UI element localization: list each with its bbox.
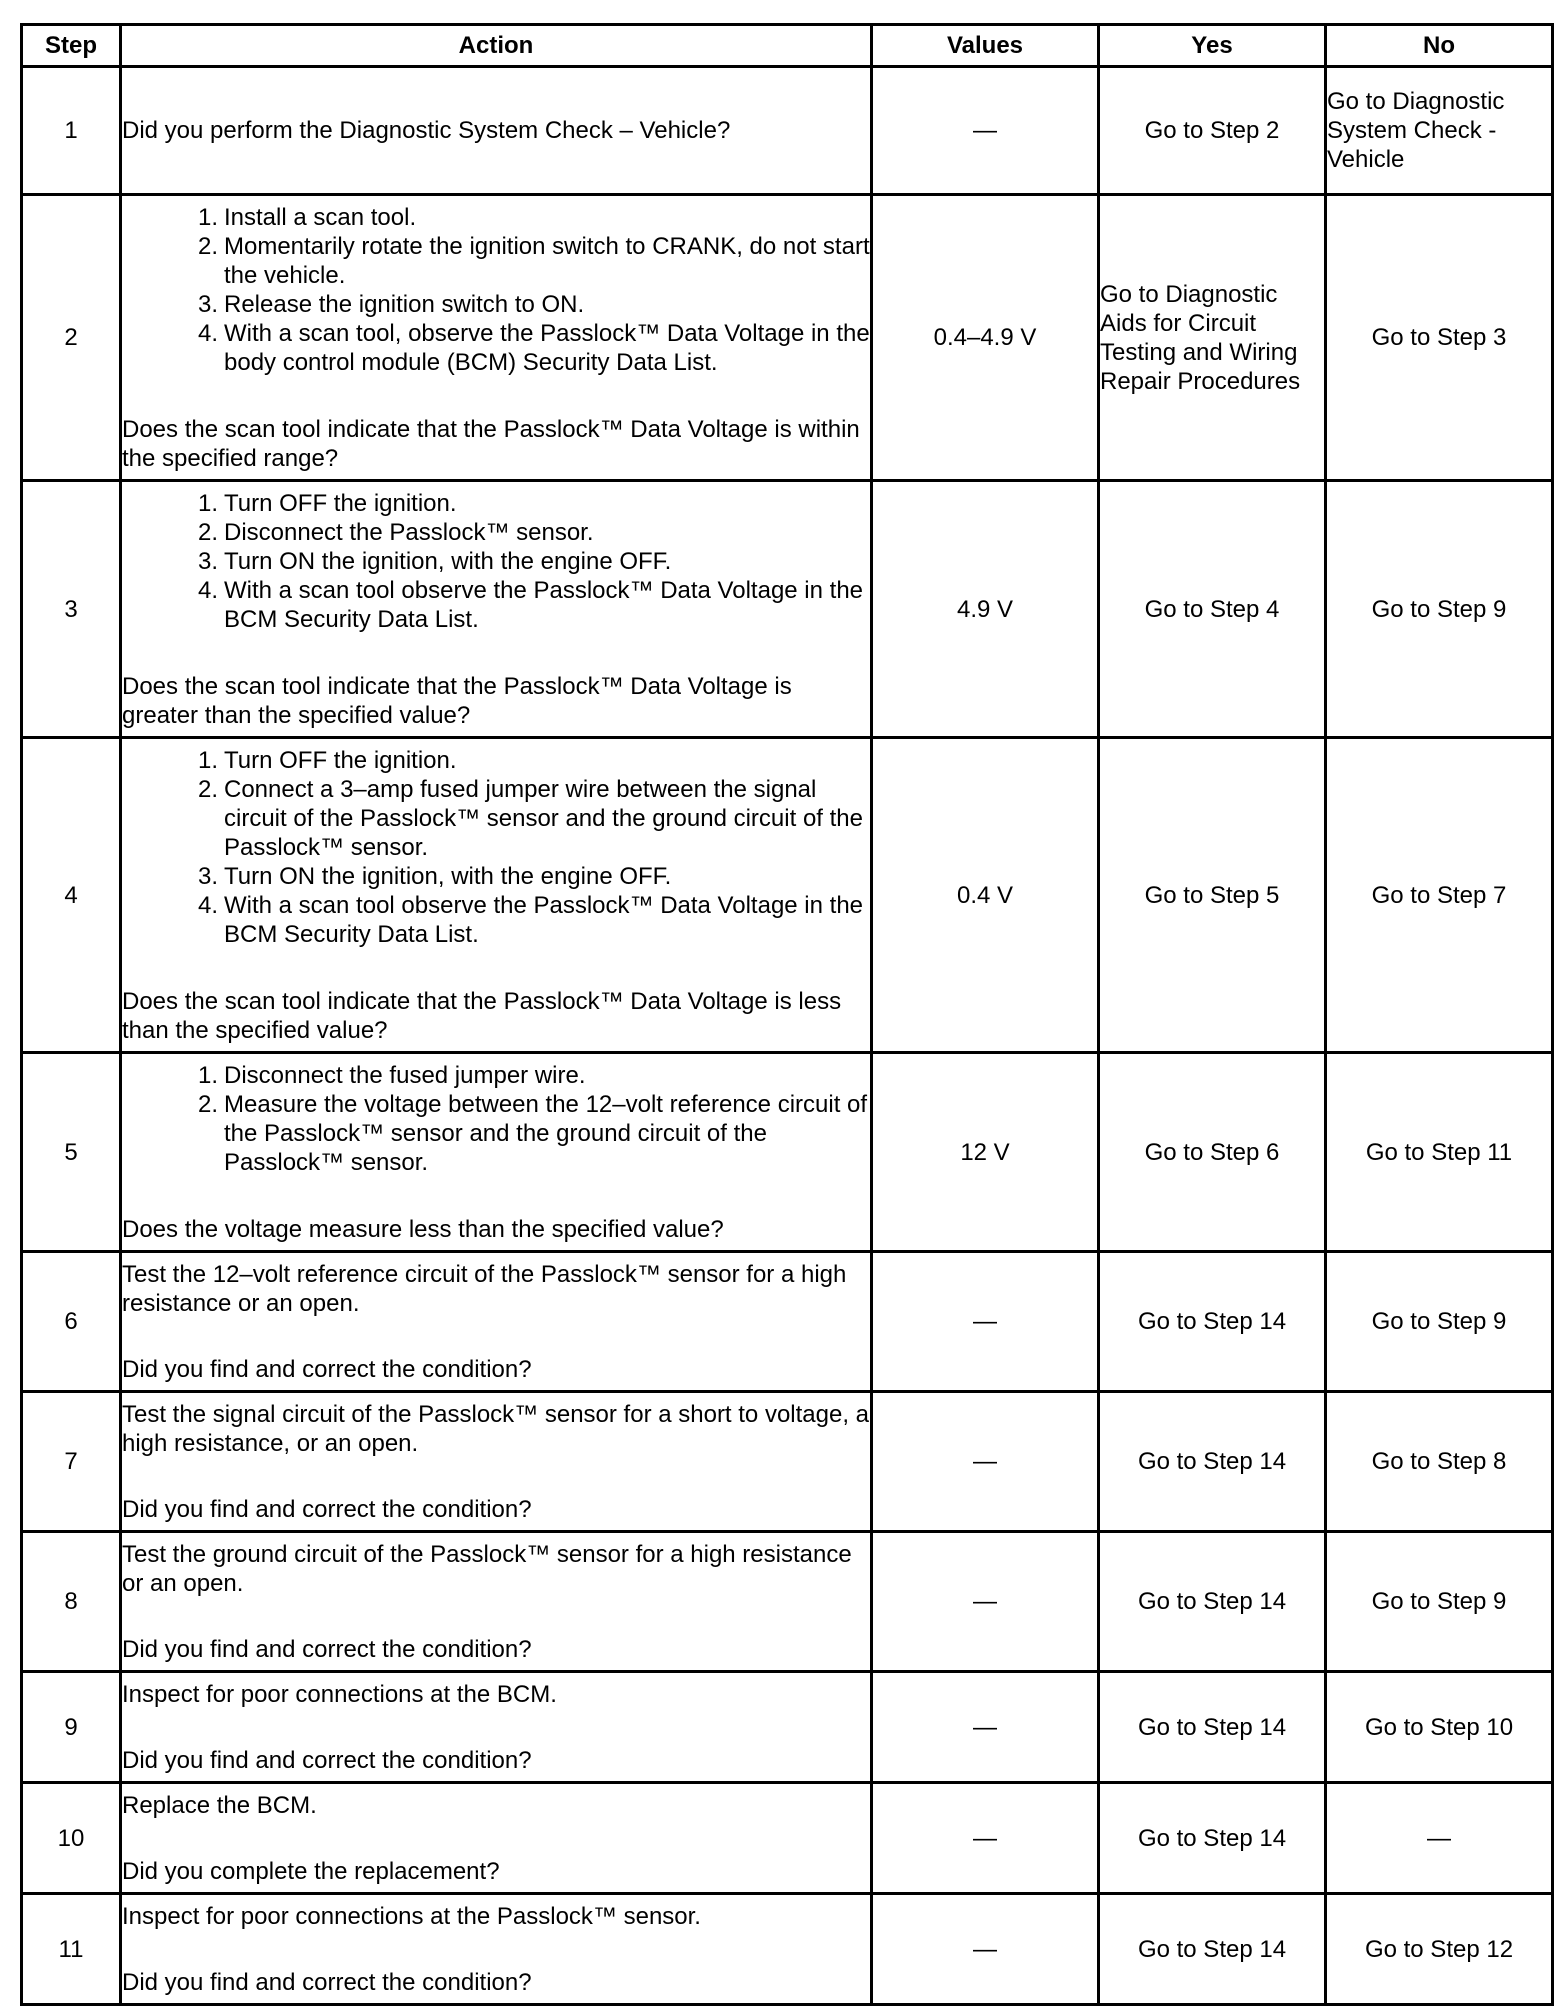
no-cell: Go to Step 7: [1326, 738, 1553, 1053]
action-cell: [121, 738, 872, 1053]
table-row: [22, 195, 1553, 481]
action-cell: [121, 1783, 872, 1894]
step-number: 1: [22, 67, 121, 195]
action-intro: Test the signal circuit of the Passlock™ sensor for a short to voltage, a high resistance, or an open.: [122, 1400, 870, 1457]
action-intro: Inspect for poor connections at the Passlock™ sensor.: [122, 1902, 701, 1930]
step-number: 5: [22, 1053, 121, 1252]
value-cell: 12 V: [872, 1053, 1099, 1252]
no-cell: —: [1326, 1783, 1553, 1894]
no-cell: Go to Step 12: [1326, 1894, 1553, 2005]
action-question: Did you find and correct the condition?: [122, 1635, 532, 1663]
value-cell: —: [872, 1532, 1099, 1672]
no-cell: Go to Step 9: [1326, 1252, 1553, 1392]
no-cell: Go to Step 3: [1326, 195, 1553, 481]
yes-cell: Go to Step 4: [1099, 481, 1326, 738]
action-question: Does the scan tool indicate that the Passlock™ Data Voltage is greater than the specified value?: [122, 672, 792, 729]
action-step: 2. Measure the voltage between the 12–volt reference circuit of the Passlock™ sensor and the ground circuit of the Passlock™ sensor.: [197, 1090, 868, 1176]
value-cell: —: [872, 1783, 1099, 1894]
action-step: 4. With a scan tool observe the Passlock™ Data Voltage in the BCM Security Data List.: [197, 891, 864, 948]
table-row: [22, 1053, 1553, 1252]
action-question: Did you find and correct the condition?: [122, 1746, 532, 1774]
action-step: 3. Turn ON the ignition, with the engine OFF.: [197, 862, 672, 890]
action-step: 2. Momentarily rotate the ignition switch to CRANK, do not start the vehicle.: [197, 232, 870, 289]
yes-cell: Go to Step 14: [1099, 1783, 1326, 1894]
header-row: [22, 25, 1553, 67]
action-steps: [122, 1061, 870, 1177]
action-intro: Replace the BCM.: [122, 1791, 317, 1819]
step-number: 7: [22, 1392, 121, 1532]
step-number: 3: [22, 481, 121, 738]
no-cell: Go to Step 9: [1326, 481, 1553, 738]
action-steps: [122, 746, 870, 949]
action-step: 1. Turn OFF the ignition.: [197, 746, 457, 774]
header-no: No: [1326, 25, 1553, 67]
header-step: Step: [22, 25, 121, 67]
table-row: [22, 1894, 1553, 2005]
step-number: 8: [22, 1532, 121, 1672]
header-action: Action: [121, 25, 872, 67]
value-cell: —: [872, 1672, 1099, 1783]
yes-cell: Go to Step 6: [1099, 1053, 1326, 1252]
action-cell: [121, 1053, 872, 1252]
action-step: 4. With a scan tool observe the Passlock™ Data Voltage in the BCM Security Data List.: [197, 576, 864, 633]
action-step: 4. With a scan tool, observe the Passlock™ Data Voltage in the body control module (BCM) Security Data List.: [197, 319, 870, 376]
action-step: 2. Connect a 3–amp fused jumper wire between the signal circuit of the Passlock™ sensor and the ground circuit of the Passlock™ sensor.: [197, 775, 863, 861]
action-step: 3. Turn ON the ignition, with the engine OFF.: [197, 547, 672, 575]
table-row: [22, 67, 1553, 195]
step-number: 6: [22, 1252, 121, 1392]
step-number: 9: [22, 1672, 121, 1783]
action-cell: [121, 1672, 872, 1783]
header-yes: Yes: [1099, 25, 1326, 67]
action-question: Does the scan tool indicate that the Passlock™ Data Voltage is less than the specified value?: [122, 987, 842, 1044]
diagnostic-table: [20, 23, 1554, 2006]
yes-cell: Go to Step 14: [1099, 1532, 1326, 1672]
action-step: 3. Release the ignition switch to ON.: [197, 290, 585, 318]
step-number: 4: [22, 738, 121, 1053]
action-question: Does the scan tool indicate that the Passlock™ Data Voltage is within the specified range?: [122, 415, 860, 472]
value-cell: 0.4 V: [872, 738, 1099, 1053]
table-row: [22, 1252, 1553, 1392]
table-row: [22, 1783, 1553, 1894]
yes-cell: Go to Step 5: [1099, 738, 1326, 1053]
action-step: 2. Disconnect the Passlock™ sensor.: [197, 518, 594, 546]
yes-cell: Go to Step 14: [1099, 1672, 1326, 1783]
action-cell: [121, 1392, 872, 1532]
action-intro: Test the 12–volt reference circuit of the Passlock™ sensor for a high resistance or an open.: [122, 1260, 847, 1317]
step-number: 11: [22, 1894, 121, 2005]
yes-cell: Go to Step 14: [1099, 1894, 1326, 2005]
table-row: [22, 1672, 1553, 1783]
yes-cell: Go to Step 14: [1099, 1392, 1326, 1532]
action-cell: [121, 1532, 872, 1672]
no-cell: Go to Diagnostic System Check - Vehicle: [1326, 67, 1553, 195]
yes-cell: Go to Diagnostic Aids for Circuit Testing and Wiring Repair Procedures: [1099, 195, 1326, 481]
value-cell: —: [872, 67, 1099, 195]
action-step: 1. Disconnect the fused jumper wire.: [197, 1061, 586, 1089]
table-row: [22, 1392, 1553, 1532]
no-cell: Go to Step 11: [1326, 1053, 1553, 1252]
action-question: Did you find and correct the condition?: [122, 1495, 532, 1523]
step-number: 10: [22, 1783, 121, 1894]
table-row: [22, 481, 1553, 738]
action-steps: [122, 203, 870, 377]
value-cell: 4.9 V: [872, 481, 1099, 738]
value-cell: 0.4–4.9 V: [872, 195, 1099, 481]
value-cell: —: [872, 1392, 1099, 1532]
action-cell: [121, 1252, 872, 1392]
value-cell: —: [872, 1894, 1099, 2005]
table-body: [22, 67, 1553, 2005]
action-cell: [121, 67, 872, 195]
action-intro: Did you perform the Diagnostic System Check – Vehicle?: [122, 117, 731, 144]
table-row: [22, 738, 1553, 1053]
header-values: Values: [872, 25, 1099, 67]
action-intro: Inspect for poor connections at the BCM.: [122, 1680, 557, 1708]
action-question: Does the voltage measure less than the specified value?: [122, 1215, 724, 1243]
yes-cell: Go to Step 14: [1099, 1252, 1326, 1392]
no-cell: Go to Step 9: [1326, 1532, 1553, 1672]
action-step: 1. Install a scan tool.: [197, 203, 417, 231]
action-question: Did you find and correct the condition?: [122, 1355, 532, 1383]
action-cell: [121, 481, 872, 738]
table-row: [22, 1532, 1553, 1672]
action-steps: [122, 489, 870, 634]
action-cell: [121, 1894, 872, 2005]
value-cell: —: [872, 1252, 1099, 1392]
action-question: Did you find and correct the condition?: [122, 1968, 532, 1996]
action-question: Did you complete the replacement?: [122, 1857, 500, 1885]
no-cell: Go to Step 10: [1326, 1672, 1553, 1783]
yes-cell: Go to Step 2: [1099, 67, 1326, 195]
no-cell: Go to Step 8: [1326, 1392, 1553, 1532]
action-cell: [121, 195, 872, 481]
action-intro: Test the ground circuit of the Passlock™ sensor for a high resistance or an open.: [122, 1540, 852, 1597]
action-step: 1. Turn OFF the ignition.: [197, 489, 457, 517]
step-number: 2: [22, 195, 121, 481]
